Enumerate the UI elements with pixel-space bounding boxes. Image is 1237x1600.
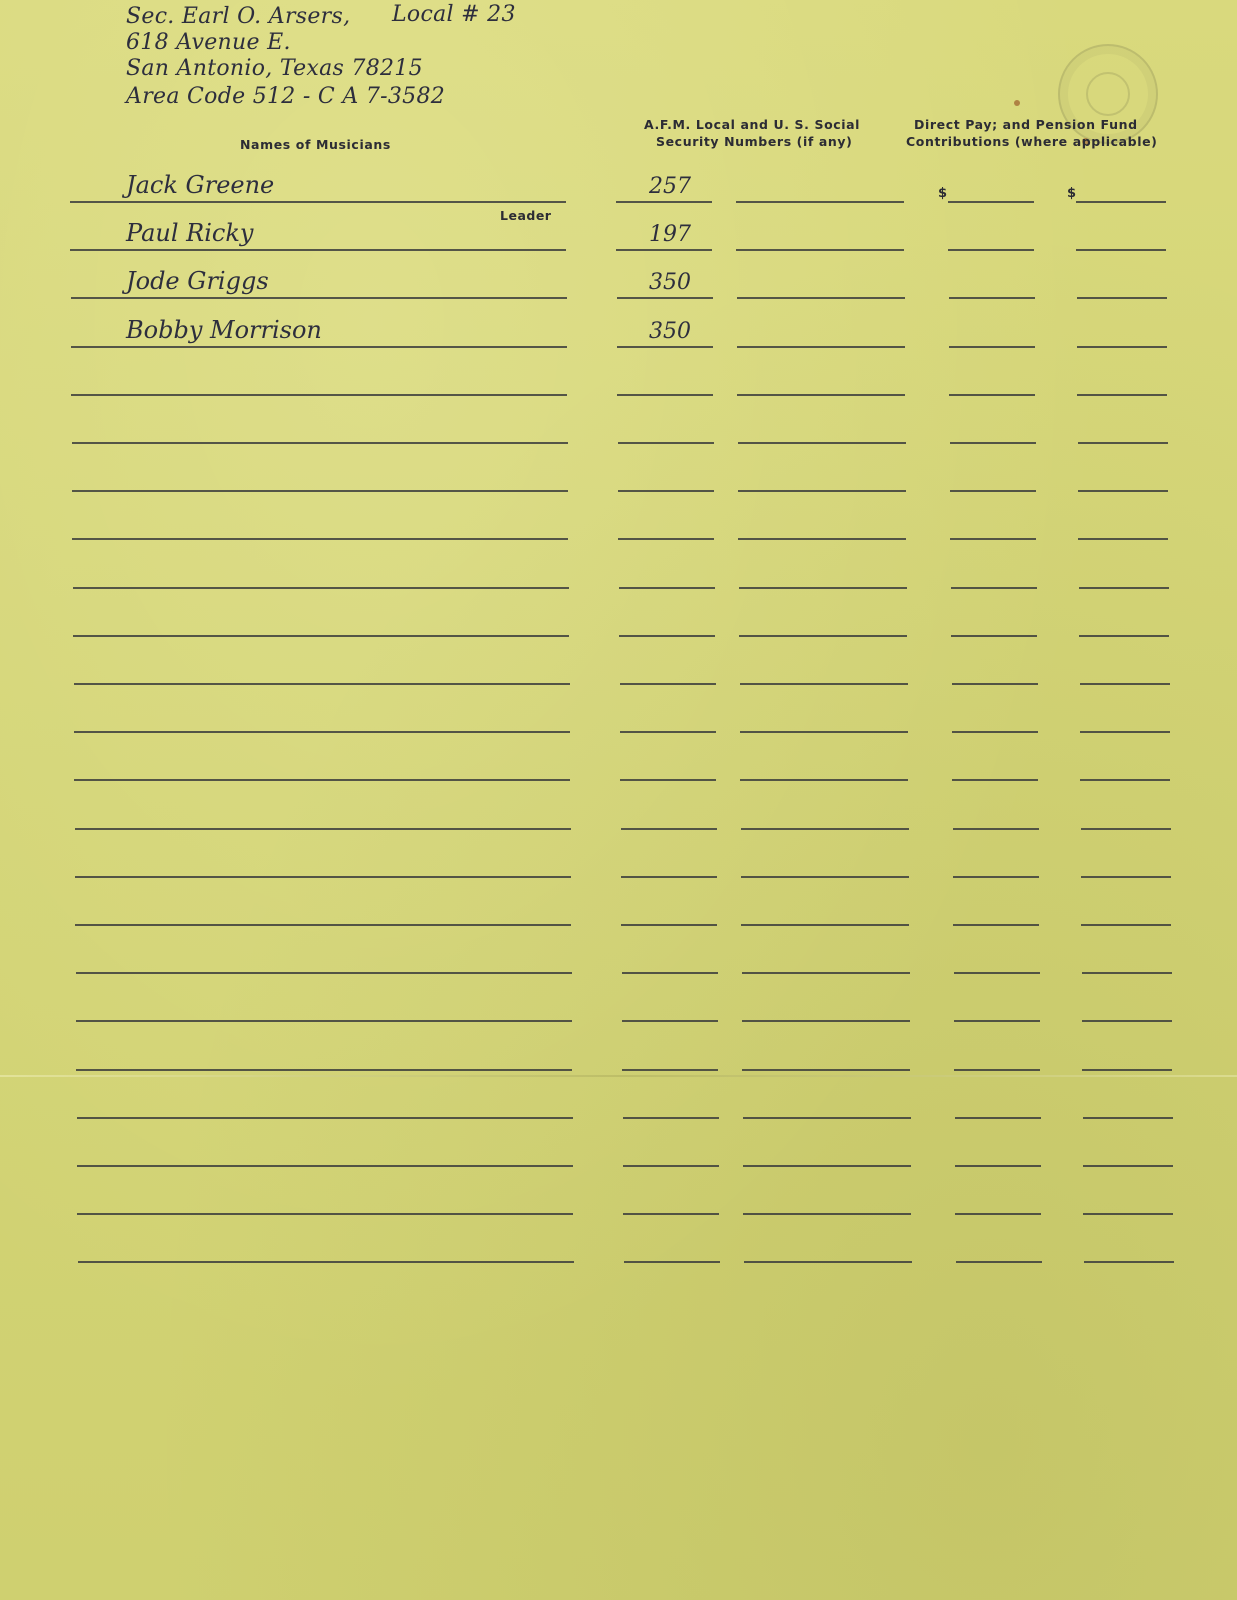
- afm-column-header-line2: Security Numbers (if any): [656, 134, 853, 149]
- musician-local: 350: [649, 270, 691, 295]
- table-row: [0, 153, 1237, 203]
- table-row: [0, 876, 1237, 926]
- table-row: [0, 635, 1237, 685]
- pay-column-header-line1: Direct Pay; and Pension Fund: [914, 117, 1138, 132]
- table-row: [0, 1213, 1237, 1263]
- table-row: [0, 298, 1237, 348]
- table-row: [0, 731, 1237, 781]
- table-row: [0, 249, 1237, 299]
- table-row: [0, 201, 1237, 251]
- table-row: [0, 490, 1237, 540]
- table-row: [0, 1021, 1237, 1071]
- ssn-rule: [744, 1261, 912, 1263]
- table-row: [0, 587, 1237, 637]
- table-row: [0, 394, 1237, 444]
- street-address: 618 Avenue E.: [126, 30, 291, 55]
- table-row: [0, 780, 1237, 830]
- local-number: Local # 23: [392, 2, 516, 27]
- dollar-sign-pension: $: [1067, 186, 1077, 201]
- names-column-header: Names of Musicians: [240, 137, 391, 152]
- table-row: [0, 1069, 1237, 1119]
- local-rule: [624, 1261, 720, 1263]
- secretary-name: Sec. Earl O. Arsers,: [126, 4, 351, 29]
- table-row: [0, 828, 1237, 878]
- table-row: [0, 924, 1237, 974]
- table-row: [0, 346, 1237, 396]
- phone-number: Area Code 512 - C A 7-3582: [126, 84, 446, 109]
- pay-rule: [956, 1261, 1042, 1263]
- table-row: [0, 683, 1237, 733]
- city-state-zip: San Antonio, Texas 78215: [126, 56, 423, 81]
- afm-column-header-line1: A.F.M. Local and U. S. Social: [644, 117, 861, 132]
- musician-name: Paul Ricky: [126, 219, 254, 247]
- table-row: [0, 1165, 1237, 1215]
- dollar-sign-pay: $: [938, 186, 948, 201]
- musician-name: Jack Greene: [126, 171, 275, 199]
- musician-name: Bobby Morrison: [126, 316, 322, 344]
- pens-rule: [1084, 1261, 1174, 1263]
- musician-local: 197: [649, 222, 691, 247]
- musician-local: 350: [649, 319, 691, 344]
- musician-name: Jode Griggs: [126, 267, 269, 295]
- table-row: [0, 1117, 1237, 1167]
- leader-label: Leader: [500, 208, 552, 223]
- musician-local: 257: [649, 174, 691, 199]
- table-row: [0, 539, 1237, 589]
- name-rule: [78, 1261, 574, 1263]
- table-row: [0, 972, 1237, 1022]
- pay-column-header-line2: Contributions (where applicable): [906, 134, 1158, 149]
- stain-mark: [1014, 100, 1020, 106]
- table-row: [0, 442, 1237, 492]
